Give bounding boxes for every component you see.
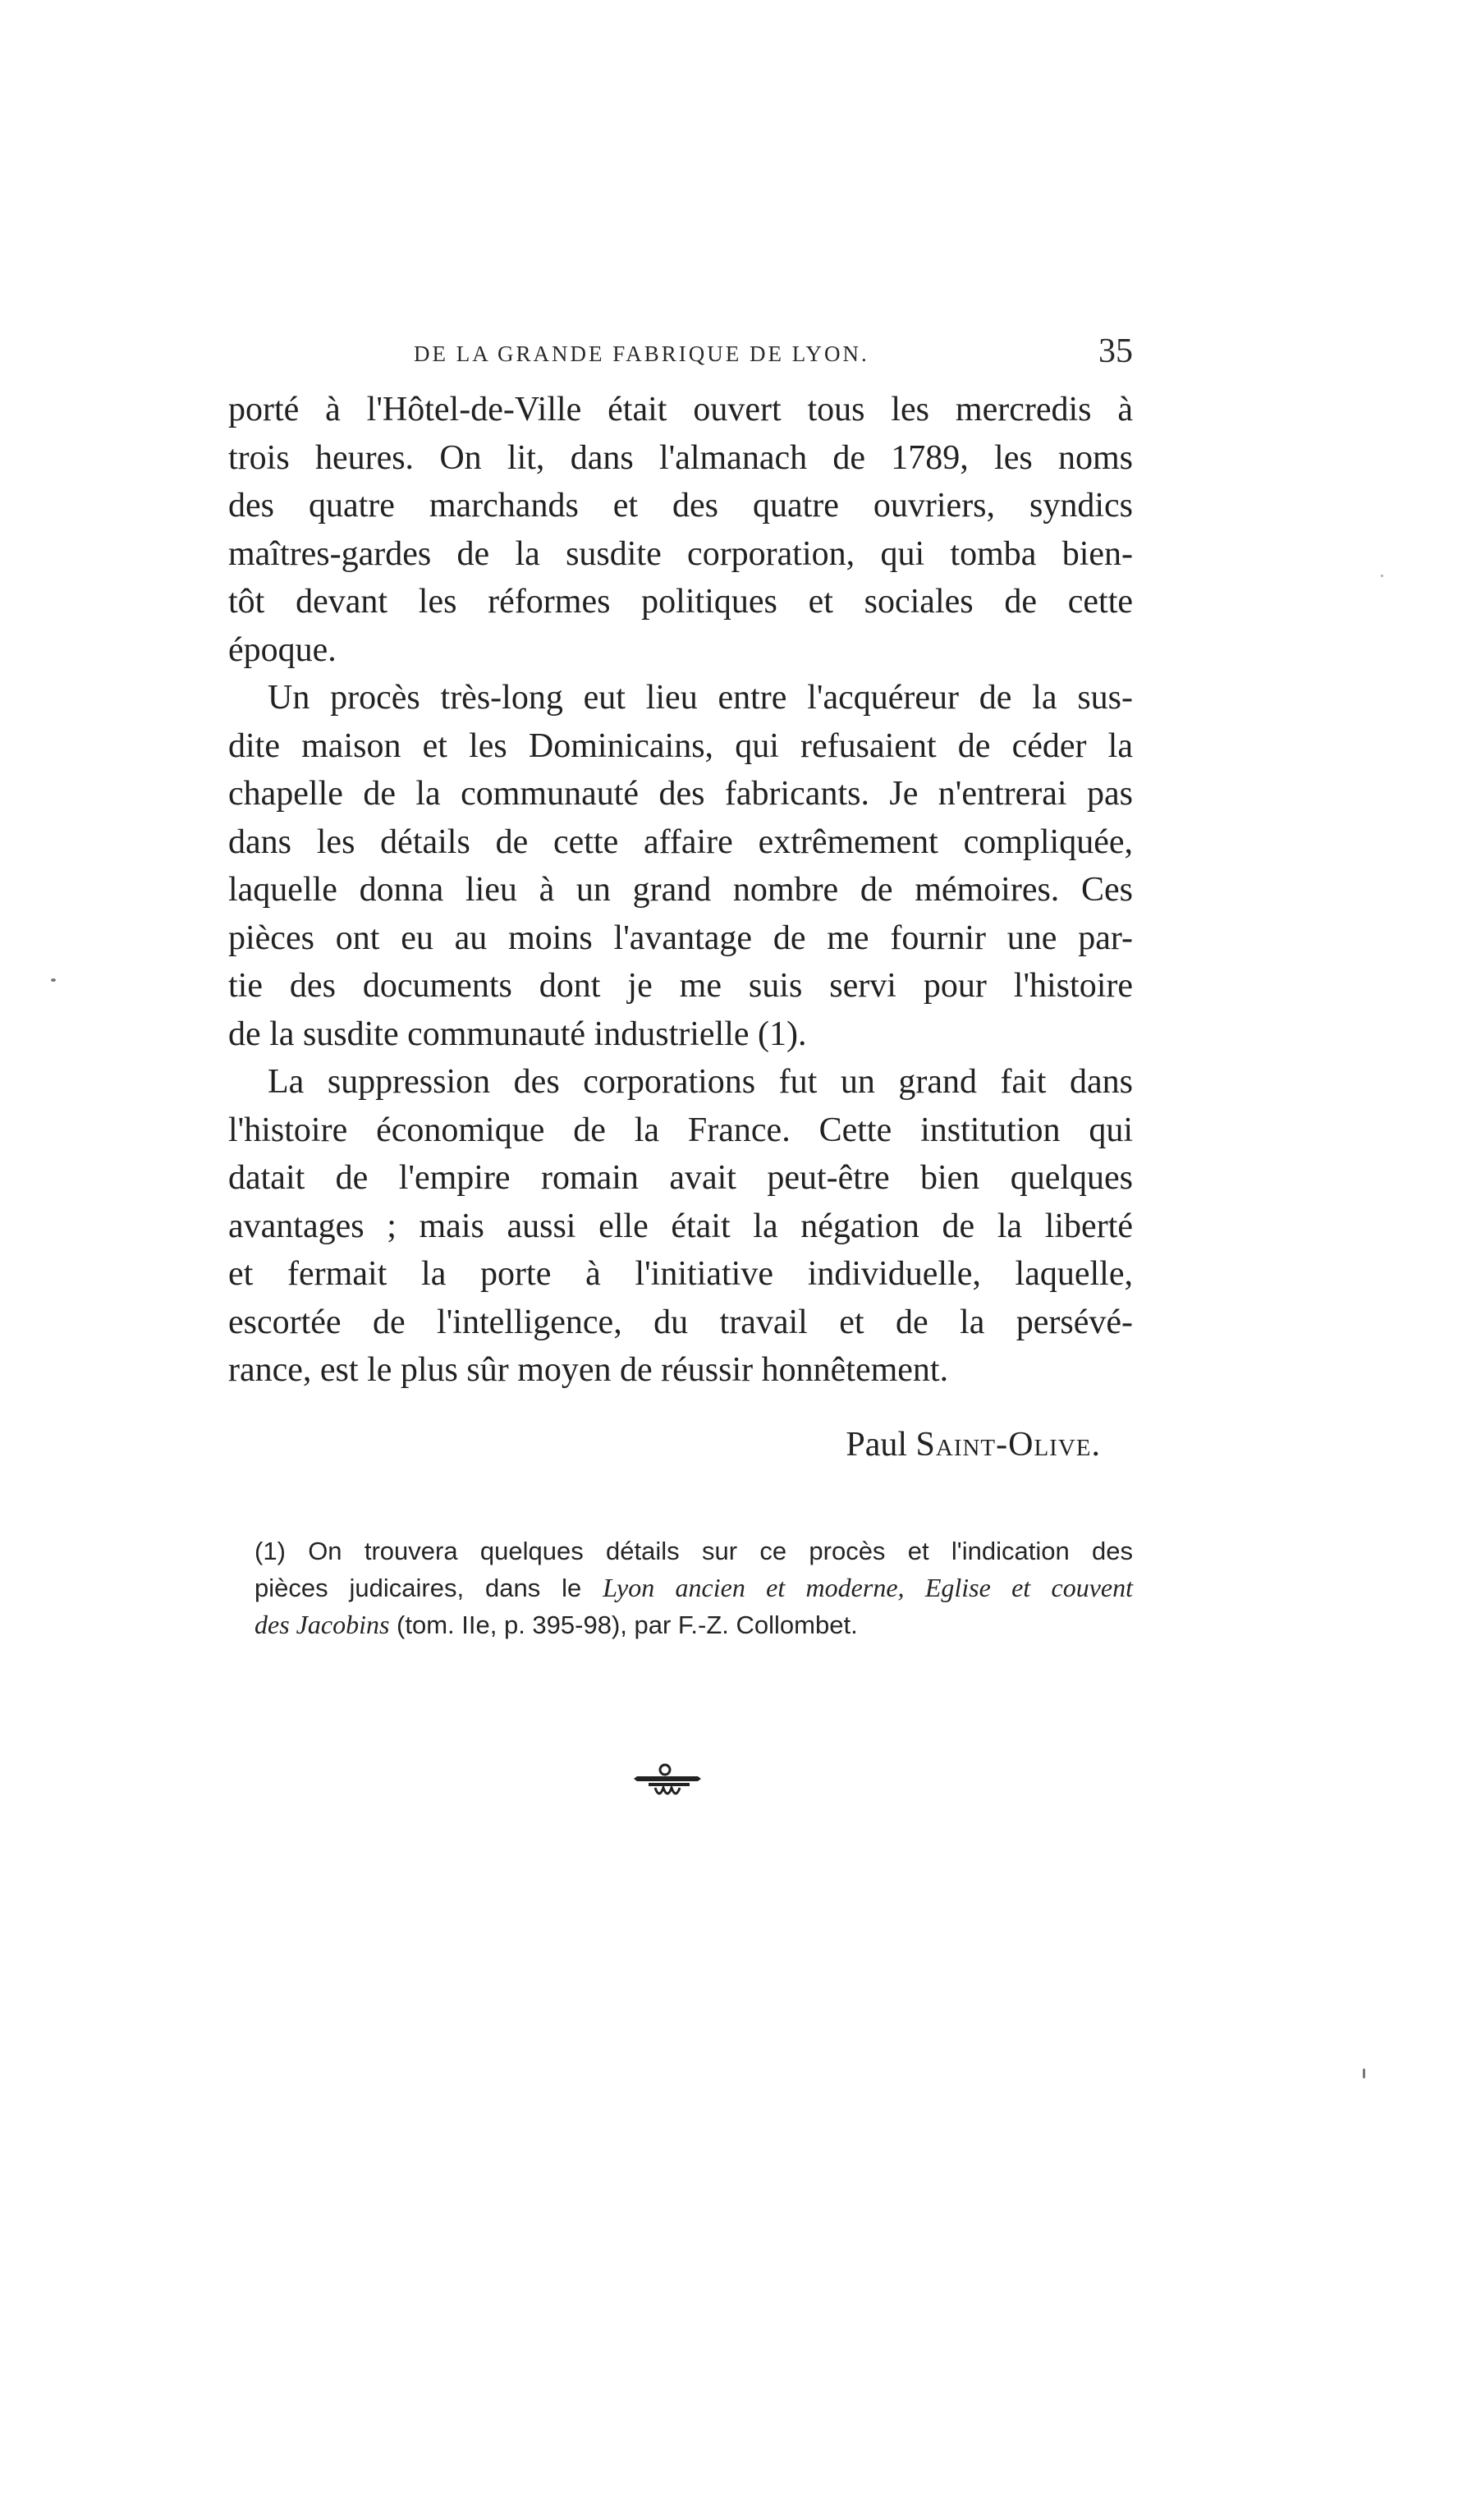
text-line: datait de l'empire romain avait peut-être bien quelques [228,1159,1133,1197]
paper-speck [1381,575,1383,577]
footnote-text: (tom. IIe, p. 395-98), par F.-Z. Collombet. [397,1611,858,1639]
paper-speck [1363,2069,1365,2078]
signature [846,1425,1101,1464]
text-line: dite maison et les Dominicains, qui refusaient de céder la [228,726,1133,765]
text-line: laquelle donna lieu à un grand nombre de mémoires. Ces [228,871,1133,909]
footnote-line [254,1569,1133,1606]
footnote-title: des Jacobins [254,1610,390,1639]
paragraph-3 [228,1058,1133,1395]
text-line: escortée de l'intelligence, du travail et de la persévé- [228,1303,1133,1341]
signature-first-name: Paul [846,1426,908,1464]
footnote [254,1533,1133,1643]
body-text [228,386,1133,1395]
running-head: DE LA GRANDE FABRIQUE DE LYON. [414,341,869,366]
footnote-line [254,1606,1133,1643]
footnote-title: Lyon ancien et moderne, Eglise et couvent [603,1573,1134,1602]
text-line: de la susdite communauté industrielle (1). [228,1015,807,1053]
text-line: chapelle de la communauté des fabricants. Je n'entrerai pas [228,775,1133,813]
text-line: tie des documents dont je me suis servi pour l'histoire [228,967,1133,1005]
footnote-line: (1) On trouvera quelques détails sur ce procès et l'indication des [254,1537,1133,1565]
text-line: l'histoire économique de la France. Cette institution qui [228,1111,1133,1149]
text-line: avantages ; mais aussi elle était la négation de la liberté [228,1207,1133,1245]
paragraph-2 [228,674,1133,1058]
paragraph-1 [228,386,1133,674]
text-line: trois heures. On lit, dans l'almanach de 1789, les noms [228,438,1133,477]
text-line: tôt devant les réformes politiques et sociales de cette [228,583,1133,621]
paper-speck [51,978,56,982]
text-line: rance, est le plus sûr moyen de réussir honnêtement. [228,1351,949,1389]
text-line: pièces ont eu au moins l'avantage de me fournir une par- [228,919,1133,957]
text-line: porté à l'Hôtel-de-Ville était ouvert tous les mercredis à [228,391,1133,428]
signature-last-name: Saint-Olive. [915,1426,1101,1464]
printer-ornament-icon [632,1763,703,1804]
text-line: La suppression des corporations fut un grand fait dans [268,1063,1133,1101]
page-number: 35 [1098,332,1133,370]
footnote-text: pièces judicaires, dans le [254,1574,582,1602]
text-line: époque. [228,630,337,669]
text-line: maîtres-gardes de la susdite corporation, qui tomba bien- [228,534,1133,573]
page-header [228,332,1133,378]
text-line: dans les détails de cette affaire extrêmement compliquée, [228,822,1133,861]
text-line: des quatre marchands et des quatre ouvriers, syndics [228,487,1133,525]
text-line: et fermait la porte à l'initiative individuelle, laquelle, [228,1255,1133,1293]
text-line: Un procès très-long eut lieu entre l'acquéreur de la sus- [268,679,1133,717]
